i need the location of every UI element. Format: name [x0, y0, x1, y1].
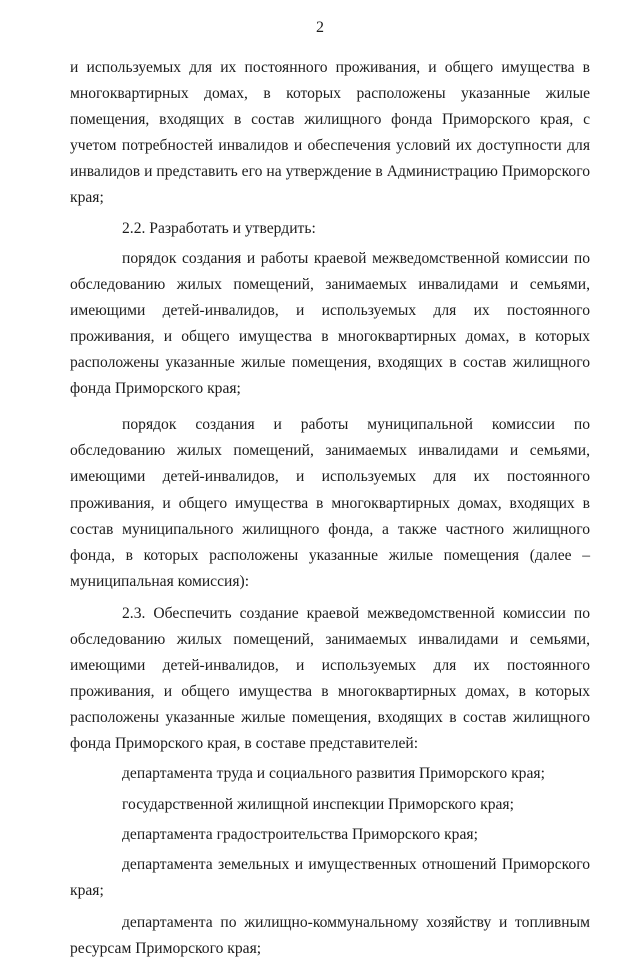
paragraph-continuation: и используемых для их постоянного проживания, и общего имущества в многоквартирных домах, в которых расположены указанные жилые помещения, входящих в состав жилищного фонда Приморского края, с учетом потребностей инвалидов и обеспечения условий их доступности для инвалидов и представить его на утверждение в Администрацию Приморского края;	[70, 59, 590, 207]
paragraph-regional-commission-order: порядок создания и работы краевой межведомственной комиссии по обследованию жилых помещений, занимаемых инвалидами и семьями, имеющими детей-инвалидов, и используемых для их постоянного проживания, и общего имущества в многоквартирных домах, в которых расположены указанные жилые помещения, входящих в состав жилищного фонда Приморского края;	[70, 249, 590, 398]
paragraph-clause-2-2: 2.2. Разработать и утвердить:	[122, 219, 316, 237]
list-item-labor-department: департамента труда и социального развития Приморского края;	[122, 765, 545, 783]
list-item-land-property-department: департамента земельных и имущественных отношений Приморского края;	[70, 855, 590, 899]
document-body	[70, 55, 590, 962]
page-number: 2	[316, 19, 324, 36]
list-item-housing-utilities-department: департамента по жилищно-коммунальному хозяйству и топливным ресурсам Приморского края;	[70, 913, 590, 957]
list-item-housing-inspection: государственной жилищной инспекции Приморского края;	[122, 795, 514, 813]
paragraph-clause-2-3: 2.3. Обеспечить создание краевой межведомственной комиссии по обследованию жилых помещений, занимаемых инвалидами и семьями, имеющими детей-инвалидов, и используемых для их постоянного проживания, и общего имущества в многоквартирных домах, в которых расположены указанные жилые помещения, входящих в состав жилищного фонда Приморского края, в составе представителей:	[70, 604, 590, 753]
list-item-urban-planning-department: департамента градостроительства Приморского края;	[122, 825, 478, 843]
paragraph-municipal-commission-order: порядок создания и работы муниципальной комиссии по обследованию жилых помещений, занимаемых инвалидами и семьями, имеющими детей-инвалидов, и используемых для их постоянного проживания, и общего имущества в многоквартирных домах, входящих в состав муниципального жилищного фонда, а также частного жилищного фонда, в которых расположены указанные жилые помещения (далее – муниципальная комиссия):	[70, 416, 590, 590]
